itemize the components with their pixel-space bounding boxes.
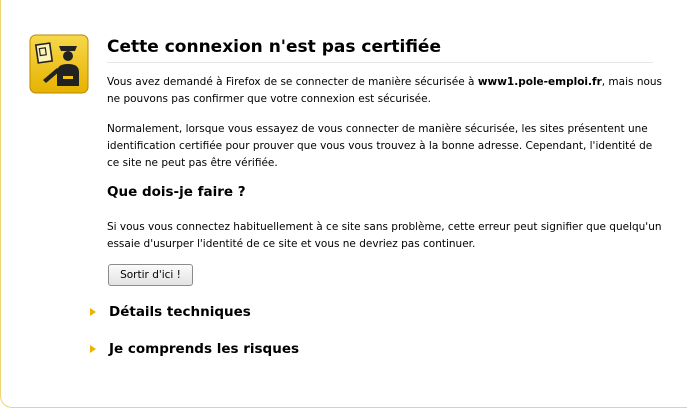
- expand-triangle-icon: [90, 308, 96, 316]
- site-domain: www1.pole-emploi.fr: [477, 76, 602, 88]
- intro-after: , mais nous ne pouvons pas confirmer que votre connexion est sécurisée.: [107, 76, 663, 105]
- understand-risks-expander[interactable]: [90, 341, 299, 357]
- get-me-out-button[interactable]: Sortir d'ici !: [108, 264, 193, 286]
- technical-details-expander[interactable]: [90, 304, 251, 320]
- expand-triangle-icon: [90, 345, 96, 353]
- intro-before: Vous avez demandé à Firefox de se connecter de manière sécurisée à: [107, 76, 478, 88]
- what-to-do-heading: Que dois-je faire ?: [107, 184, 246, 200]
- understand-risks-label: Je comprends les risques: [109, 341, 300, 357]
- identity-officer-icon: [29, 34, 89, 94]
- explanation-text: Normalement, lorsque vous essayez de vous connecter de manière sécurisée, les sites présentent une identification certifiée pour prouver que vous vous trouvez à la bonne adresse. Cependant, l'identité de ce site ne peut pas être vérifiée.: [107, 123, 653, 169]
- advice-text: Si vous vous connectez habituellement à ce site sans problème, cette erreur peut signifier que quelqu'un essaie d'usurper l'identité de ce site et vous ne devriez pas continuer.: [107, 221, 662, 250]
- intro-text: [107, 74, 667, 108]
- page-title: Cette connexion n'est pas certifiée: [107, 37, 653, 63]
- technical-details-label: Détails techniques: [109, 304, 251, 320]
